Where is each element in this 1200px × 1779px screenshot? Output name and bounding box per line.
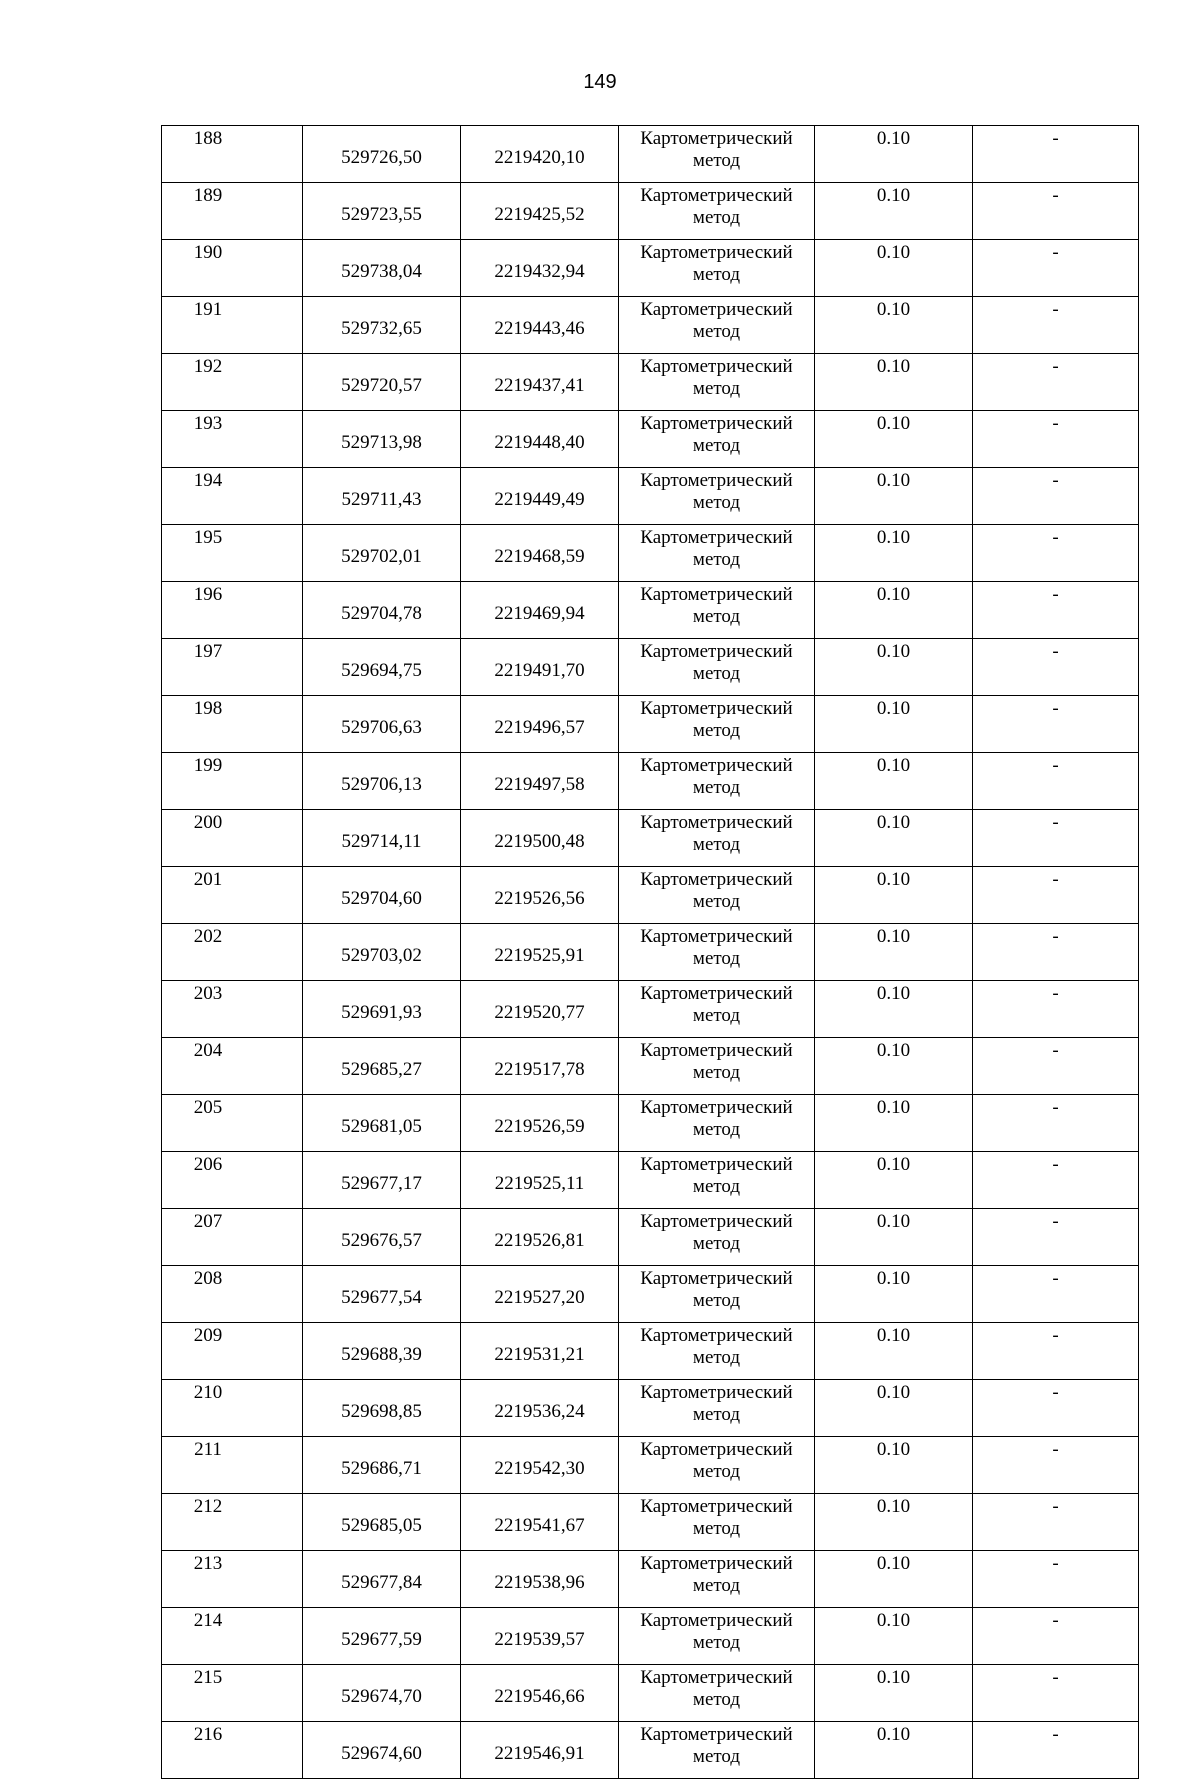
table-row: [162, 924, 1139, 981]
method-cell: Картометрический метод: [619, 639, 815, 696]
accuracy-cell: 0.10: [815, 810, 973, 867]
accuracy-cell: 0.10: [815, 468, 973, 525]
accuracy-cell: 0.10: [815, 582, 973, 639]
table-row: [162, 1209, 1139, 1266]
method-cell: Картометрический метод: [619, 867, 815, 924]
table-row: [162, 867, 1139, 924]
description-cell: -: [973, 1608, 1139, 1665]
accuracy-cell: 0.10: [815, 924, 973, 981]
method-cell: Картометрический метод: [619, 240, 815, 297]
table-row: [162, 753, 1139, 810]
table-row: [162, 297, 1139, 354]
table-row: [162, 1551, 1139, 1608]
description-cell: -: [973, 582, 1139, 639]
table-row: [162, 468, 1139, 525]
x-coordinate-cell: 529703,02: [303, 924, 461, 981]
description-cell: -: [973, 468, 1139, 525]
description-cell: -: [973, 183, 1139, 240]
accuracy-cell: 0.10: [815, 126, 973, 183]
x-coordinate-cell: 529688,39: [303, 1323, 461, 1380]
point-number-cell: 205: [162, 1095, 303, 1152]
point-number-cell: 197: [162, 639, 303, 696]
point-number-cell: 199: [162, 753, 303, 810]
method-cell: Картометрический метод: [619, 1494, 815, 1551]
method-cell: Картометрический метод: [619, 1152, 815, 1209]
method-cell: Картометрический метод: [619, 468, 815, 525]
point-number-cell: 196: [162, 582, 303, 639]
x-coordinate-cell: 529720,57: [303, 354, 461, 411]
method-cell: Картометрический метод: [619, 183, 815, 240]
method-cell: Картометрический метод: [619, 1380, 815, 1437]
table-row: [162, 1608, 1139, 1665]
table-row: [162, 1038, 1139, 1095]
table-row: [162, 639, 1139, 696]
description-cell: -: [973, 126, 1139, 183]
description-cell: -: [973, 525, 1139, 582]
description-cell: -: [973, 1665, 1139, 1722]
accuracy-cell: 0.10: [815, 1323, 973, 1380]
table-row: [162, 525, 1139, 582]
page-number: 149: [583, 71, 617, 93]
x-coordinate-cell: 529686,71: [303, 1437, 461, 1494]
description-cell: -: [973, 1551, 1139, 1608]
table-row: [162, 1323, 1139, 1380]
method-cell: Картометрический метод: [619, 1095, 815, 1152]
accuracy-cell: 0.10: [815, 1209, 973, 1266]
x-coordinate-cell: 529677,17: [303, 1152, 461, 1209]
point-number-cell: 188: [162, 126, 303, 183]
point-number-cell: 214: [162, 1608, 303, 1665]
description-cell: -: [973, 753, 1139, 810]
y-coordinate-cell: 2219546,91: [461, 1722, 619, 1779]
description-cell: -: [973, 1380, 1139, 1437]
y-coordinate-cell: 2219536,24: [461, 1380, 619, 1437]
point-number-cell: 206: [162, 1152, 303, 1209]
point-number-cell: 204: [162, 1038, 303, 1095]
description-cell: -: [973, 297, 1139, 354]
x-coordinate-cell: 529694,75: [303, 639, 461, 696]
description-cell: -: [973, 411, 1139, 468]
point-number-cell: 216: [162, 1722, 303, 1779]
description-cell: -: [973, 1722, 1139, 1779]
description-cell: -: [973, 1095, 1139, 1152]
x-coordinate-cell: 529714,11: [303, 810, 461, 867]
x-coordinate-cell: 529706,13: [303, 753, 461, 810]
point-number-cell: 213: [162, 1551, 303, 1608]
y-coordinate-cell: 2219517,78: [461, 1038, 619, 1095]
accuracy-cell: 0.10: [815, 1380, 973, 1437]
x-coordinate-cell: 529685,05: [303, 1494, 461, 1551]
method-cell: Картометрический метод: [619, 981, 815, 1038]
method-cell: Картометрический метод: [619, 297, 815, 354]
y-coordinate-cell: 2219546,66: [461, 1665, 619, 1722]
y-coordinate-cell: 2219538,96: [461, 1551, 619, 1608]
accuracy-cell: 0.10: [815, 1551, 973, 1608]
point-number-cell: 215: [162, 1665, 303, 1722]
y-coordinate-cell: 2219448,40: [461, 411, 619, 468]
accuracy-cell: 0.10: [815, 1494, 973, 1551]
description-cell: -: [973, 1494, 1139, 1551]
y-coordinate-cell: 2219432,94: [461, 240, 619, 297]
method-cell: Картометрический метод: [619, 753, 815, 810]
point-number-cell: 209: [162, 1323, 303, 1380]
y-coordinate-cell: 2219531,21: [461, 1323, 619, 1380]
accuracy-cell: 0.10: [815, 1437, 973, 1494]
y-coordinate-cell: 2219425,52: [461, 183, 619, 240]
y-coordinate-cell: 2219437,41: [461, 354, 619, 411]
table-row: [162, 1722, 1139, 1779]
x-coordinate-cell: 529702,01: [303, 525, 461, 582]
accuracy-cell: 0.10: [815, 1152, 973, 1209]
accuracy-cell: 0.10: [815, 1266, 973, 1323]
point-number-cell: 192: [162, 354, 303, 411]
accuracy-cell: 0.10: [815, 981, 973, 1038]
x-coordinate-cell: 529681,05: [303, 1095, 461, 1152]
method-cell: Картометрический метод: [619, 582, 815, 639]
x-coordinate-cell: 529726,50: [303, 126, 461, 183]
y-coordinate-cell: 2219542,30: [461, 1437, 619, 1494]
method-cell: Картометрический метод: [619, 1551, 815, 1608]
x-coordinate-cell: 529738,04: [303, 240, 461, 297]
x-coordinate-cell: 529704,60: [303, 867, 461, 924]
description-cell: -: [973, 867, 1139, 924]
method-cell: Картометрический метод: [619, 1323, 815, 1380]
table-row: [162, 1095, 1139, 1152]
point-number-cell: 211: [162, 1437, 303, 1494]
x-coordinate-cell: 529674,60: [303, 1722, 461, 1779]
y-coordinate-cell: 2219500,48: [461, 810, 619, 867]
point-number-cell: 208: [162, 1266, 303, 1323]
accuracy-cell: 0.10: [815, 240, 973, 297]
table-row: [162, 1665, 1139, 1722]
table-row: [162, 1266, 1139, 1323]
y-coordinate-cell: 2219468,59: [461, 525, 619, 582]
description-cell: -: [973, 1323, 1139, 1380]
y-coordinate-cell: 2219491,70: [461, 639, 619, 696]
accuracy-cell: 0.10: [815, 639, 973, 696]
accuracy-cell: 0.10: [815, 525, 973, 582]
method-cell: Картометрический метод: [619, 1665, 815, 1722]
point-number-cell: 194: [162, 468, 303, 525]
point-number-cell: 212: [162, 1494, 303, 1551]
y-coordinate-cell: 2219443,46: [461, 297, 619, 354]
description-cell: -: [973, 1038, 1139, 1095]
method-cell: Картометрический метод: [619, 354, 815, 411]
x-coordinate-cell: 529676,57: [303, 1209, 461, 1266]
y-coordinate-cell: 2219520,77: [461, 981, 619, 1038]
table-row: [162, 1494, 1139, 1551]
y-coordinate-cell: 2219525,91: [461, 924, 619, 981]
accuracy-cell: 0.10: [815, 183, 973, 240]
x-coordinate-cell: 529677,59: [303, 1608, 461, 1665]
y-coordinate-cell: 2219497,58: [461, 753, 619, 810]
table-row: [162, 1437, 1139, 1494]
y-coordinate-cell: 2219469,94: [461, 582, 619, 639]
method-cell: Картометрический метод: [619, 1437, 815, 1494]
coordinates-table-body: [162, 126, 1139, 1779]
method-cell: Картометрический метод: [619, 1608, 815, 1665]
y-coordinate-cell: 2219527,20: [461, 1266, 619, 1323]
x-coordinate-cell: 529706,63: [303, 696, 461, 753]
y-coordinate-cell: 2219539,57: [461, 1608, 619, 1665]
accuracy-cell: 0.10: [815, 1722, 973, 1779]
accuracy-cell: 0.10: [815, 867, 973, 924]
description-cell: -: [973, 981, 1139, 1038]
y-coordinate-cell: 2219526,59: [461, 1095, 619, 1152]
point-number-cell: 191: [162, 297, 303, 354]
description-cell: -: [973, 696, 1139, 753]
x-coordinate-cell: 529685,27: [303, 1038, 461, 1095]
table-row: [162, 183, 1139, 240]
y-coordinate-cell: 2219449,49: [461, 468, 619, 525]
point-number-cell: 200: [162, 810, 303, 867]
table-row: [162, 354, 1139, 411]
table-row: [162, 411, 1139, 468]
description-cell: -: [973, 354, 1139, 411]
point-number-cell: 190: [162, 240, 303, 297]
description-cell: -: [973, 1437, 1139, 1494]
accuracy-cell: 0.10: [815, 1095, 973, 1152]
point-number-cell: 193: [162, 411, 303, 468]
x-coordinate-cell: 529711,43: [303, 468, 461, 525]
point-number-cell: 189: [162, 183, 303, 240]
method-cell: Картометрический метод: [619, 525, 815, 582]
x-coordinate-cell: 529674,70: [303, 1665, 461, 1722]
accuracy-cell: 0.10: [815, 696, 973, 753]
point-number-cell: 202: [162, 924, 303, 981]
y-coordinate-cell: 2219526,56: [461, 867, 619, 924]
x-coordinate-cell: 529713,98: [303, 411, 461, 468]
x-coordinate-cell: 529704,78: [303, 582, 461, 639]
description-cell: -: [973, 240, 1139, 297]
table-row: [162, 981, 1139, 1038]
y-coordinate-cell: 2219541,67: [461, 1494, 619, 1551]
point-number-cell: 198: [162, 696, 303, 753]
x-coordinate-cell: 529691,93: [303, 981, 461, 1038]
description-cell: -: [973, 1209, 1139, 1266]
point-number-cell: 207: [162, 1209, 303, 1266]
accuracy-cell: 0.10: [815, 1665, 973, 1722]
description-cell: -: [973, 810, 1139, 867]
x-coordinate-cell: 529732,65: [303, 297, 461, 354]
x-coordinate-cell: 529723,55: [303, 183, 461, 240]
method-cell: Картометрический метод: [619, 1266, 815, 1323]
x-coordinate-cell: 529677,54: [303, 1266, 461, 1323]
point-number-cell: 210: [162, 1380, 303, 1437]
accuracy-cell: 0.10: [815, 411, 973, 468]
y-coordinate-cell: 2219526,81: [461, 1209, 619, 1266]
description-cell: -: [973, 1266, 1139, 1323]
point-number-cell: 201: [162, 867, 303, 924]
description-cell: -: [973, 1152, 1139, 1209]
table-row: [162, 126, 1139, 183]
method-cell: Картометрический метод: [619, 924, 815, 981]
table-row: [162, 810, 1139, 867]
method-cell: Картометрический метод: [619, 411, 815, 468]
y-coordinate-cell: 2219525,11: [461, 1152, 619, 1209]
x-coordinate-cell: 529698,85: [303, 1380, 461, 1437]
description-cell: -: [973, 639, 1139, 696]
method-cell: Картометрический метод: [619, 696, 815, 753]
table-row: [162, 696, 1139, 753]
description-cell: -: [973, 924, 1139, 981]
accuracy-cell: 0.10: [815, 354, 973, 411]
accuracy-cell: 0.10: [815, 753, 973, 810]
method-cell: Картометрический метод: [619, 810, 815, 867]
table-row: [162, 1152, 1139, 1209]
y-coordinate-cell: 2219420,10: [461, 126, 619, 183]
coordinates-table: [161, 125, 1139, 1779]
table-row: [162, 582, 1139, 639]
method-cell: Картометрический метод: [619, 1722, 815, 1779]
x-coordinate-cell: 529677,84: [303, 1551, 461, 1608]
table-row: [162, 240, 1139, 297]
accuracy-cell: 0.10: [815, 1608, 973, 1665]
table-row: [162, 1380, 1139, 1437]
point-number-cell: 195: [162, 525, 303, 582]
y-coordinate-cell: 2219496,57: [461, 696, 619, 753]
accuracy-cell: 0.10: [815, 297, 973, 354]
method-cell: Картометрический метод: [619, 1038, 815, 1095]
method-cell: Картометрический метод: [619, 126, 815, 183]
method-cell: Картометрический метод: [619, 1209, 815, 1266]
point-number-cell: 203: [162, 981, 303, 1038]
accuracy-cell: 0.10: [815, 1038, 973, 1095]
